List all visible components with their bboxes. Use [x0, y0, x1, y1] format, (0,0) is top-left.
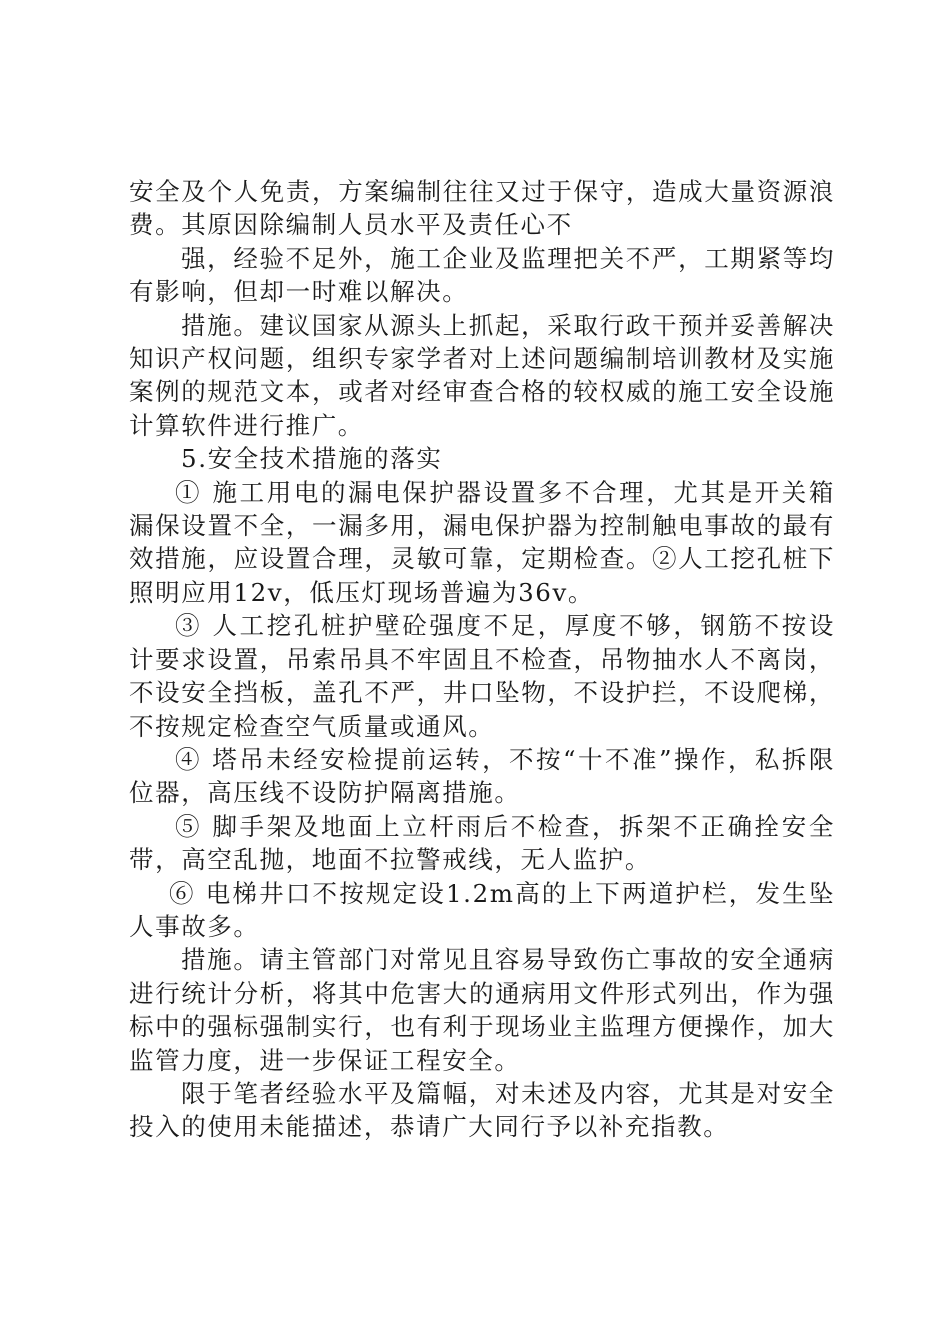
paragraph-6: ④ 塔吊未经安检提前运转，不按“十不准”操作，私拆限位器，高压线不设防护隔离措施。	[129, 744, 835, 808]
paragraph-4: ① 施工用电的漏电保护器设置多不合理，尤其是开关箱漏保设置不全，一漏多用，漏电保护器为控制触电事故的最有效措施，应设置合理，灵敏可靠，定期检查。②人工挖孔桩下照明应用12v，低压灯现场普遍为36v。	[129, 477, 835, 607]
document-body	[129, 175, 835, 1144]
section-heading: 5.安全技术措施的落实	[181, 444, 443, 474]
paragraph-9: 措施。请主管部门对常见且容易导致伤亡事故的安全通病进行统计分析，将其中危害大的通病用文件形式列出，作为强标中的强标强制实行，也有利于现场业主监理方便操作，加大监管力度，进一步保证工程安全。	[129, 945, 835, 1075]
paragraph-10: 限于笔者经验水平及篇幅，对未述及内容，尤其是对安全投入的使用未能描述，恭请广大同行予以补充指教。	[129, 1078, 835, 1142]
paragraph-5: ③ 人工挖孔桩护壁砼强度不足，厚度不够，钢筋不按设计要求设置，吊索吊具不牢固且不检查，吊物抽水人不离岗，不设安全挡板，盖孔不严，井口坠物，不设护拦，不设爬梯，不按规定检查空气质量或通风。	[129, 611, 835, 741]
paragraph-7: ⑤ 脚手架及地面上立杆雨后不检查，拆架不正确拴安全带，高空乱抛，地面不拉警戒线，无人监护。	[129, 811, 835, 875]
paragraph-1: 安全及个人免责，方案编制往往又过于保守，造成大量资源浪费。其原因除编制人员水平及责任心不	[129, 177, 835, 240]
paragraph-8: ⑥ 电梯井口不按规定设1.2m高的上下两道护栏，发生坠人事故多。	[129, 878, 835, 941]
paragraph-3: 措施。建议国家从源头上抓起，采取行政干预并妥善解决知识产权问题，组织专家学者对上述问题编制培训教材及实施案例的规范文本，或者对经审查合格的较权威的施工安全设施计算软件进行推广。	[129, 310, 835, 440]
paragraph-2: 强，经验不足外，施工企业及监理把关不严，工期紧等均有影响，但却一时难以解决。	[129, 243, 835, 307]
